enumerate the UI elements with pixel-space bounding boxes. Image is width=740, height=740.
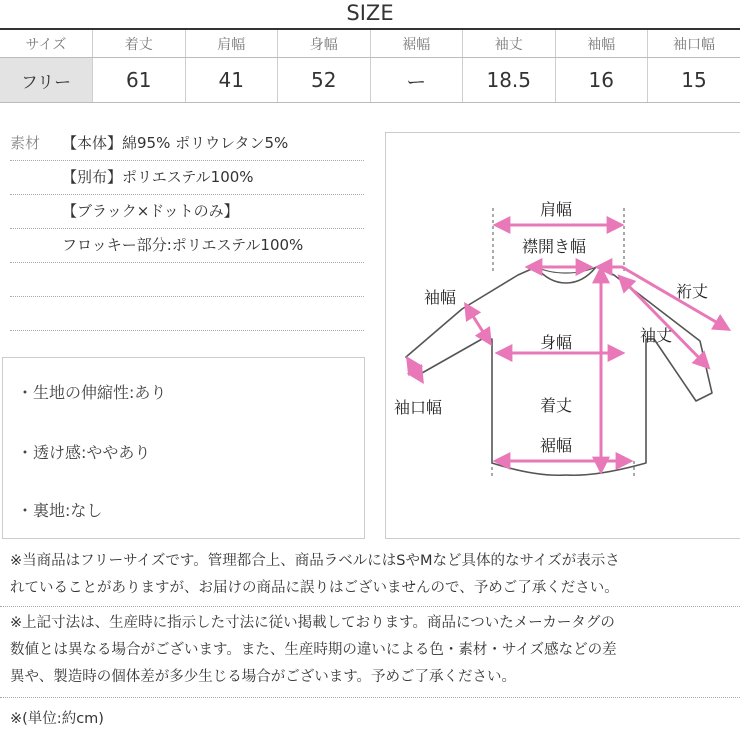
note-line: れていることがありますが、お届けの商品に誤りはございませんので、予めご了承ください。 [10, 580, 619, 596]
material-row [10, 230, 364, 263]
label-cuff-width: 袖口幅 [394, 398, 443, 417]
label-body-width: 身幅 [540, 333, 573, 352]
header-sleeve-length: 袖丈 [463, 30, 556, 58]
header-body-width: 身幅 [278, 30, 371, 58]
value-length: 61 [93, 58, 186, 103]
material-label: 素材 [10, 134, 41, 152]
header-shoulder: 肩幅 [185, 30, 278, 58]
size-table-header-row [0, 30, 740, 58]
material-row [10, 162, 364, 195]
page-title: SIZE [346, 1, 394, 25]
label-neck-width: 襟開き幅 [522, 237, 587, 256]
value-sleeve-length: 18.5 [463, 58, 556, 103]
label-hem-width: 裾幅 [540, 436, 573, 455]
material-line: フロッキー部分:ポリエステル100% [62, 236, 304, 254]
label-shoulder: 肩幅 [540, 200, 573, 219]
header-size: サイズ [0, 30, 93, 58]
unit-note: ※(単位:約cm) [10, 711, 104, 727]
size-table [0, 30, 740, 103]
note-line: ※当商品はフリーサイズです。管理都合上、商品ラベルにはSやMなど具体的なサイズが表示さ [10, 553, 620, 569]
value-body-width: 52 [278, 58, 371, 103]
value-hem-width: ー [370, 58, 463, 103]
notes-divider [0, 697, 740, 698]
note-line: 異や、製造時の個体差が多少生じる場合がございます。予めご了承ください。 [10, 669, 517, 685]
label-length: 着丈 [540, 396, 573, 415]
note-line: 数値とは異なる場合がございます。また、生産時期の違いによる色・素材・サイズ感などの差 [10, 642, 617, 658]
label-sleeve-length: 袖丈 [640, 326, 673, 345]
measurement-diagram [385, 132, 740, 539]
size-label-free: フリー [0, 58, 93, 103]
feature-stretch: ・生地の伸縮性:あり [17, 383, 167, 402]
material-line: 【本体】綿95% ポリウレタン5% [62, 134, 289, 152]
notes-divider [0, 606, 740, 607]
note-line: ※上記寸法は、生産時に指示した寸法に従い掲載しております。商品についたメーカータグの [10, 615, 615, 631]
feature-lining: ・裏地:なし [17, 501, 103, 520]
value-sleeve-width: 16 [555, 58, 648, 103]
header-cuff-width: 袖口幅 [648, 30, 740, 58]
material-row [10, 196, 364, 229]
header-hem-width: 裾幅 [370, 30, 463, 58]
header-sleeve-width: 袖幅 [555, 30, 648, 58]
size-table-row [0, 58, 740, 103]
sleeve-width-arrow [466, 305, 490, 343]
material-row-empty [10, 298, 364, 331]
fabric-features-box [2, 357, 365, 539]
feature-sheerness: ・透け感:ややあり [17, 443, 151, 462]
label-yuki: 裄丈 [676, 282, 709, 301]
material-line: 【ブラック×ドットのみ】 [62, 202, 239, 220]
material-row-empty [10, 264, 364, 297]
value-shoulder: 41 [185, 58, 278, 103]
header-length: 着丈 [93, 30, 186, 58]
material-row [10, 128, 364, 161]
value-cuff-width: 15 [648, 58, 740, 103]
material-line: 【別布】ポリエステル100% [62, 168, 254, 186]
label-sleeve-width: 袖幅 [424, 288, 457, 307]
